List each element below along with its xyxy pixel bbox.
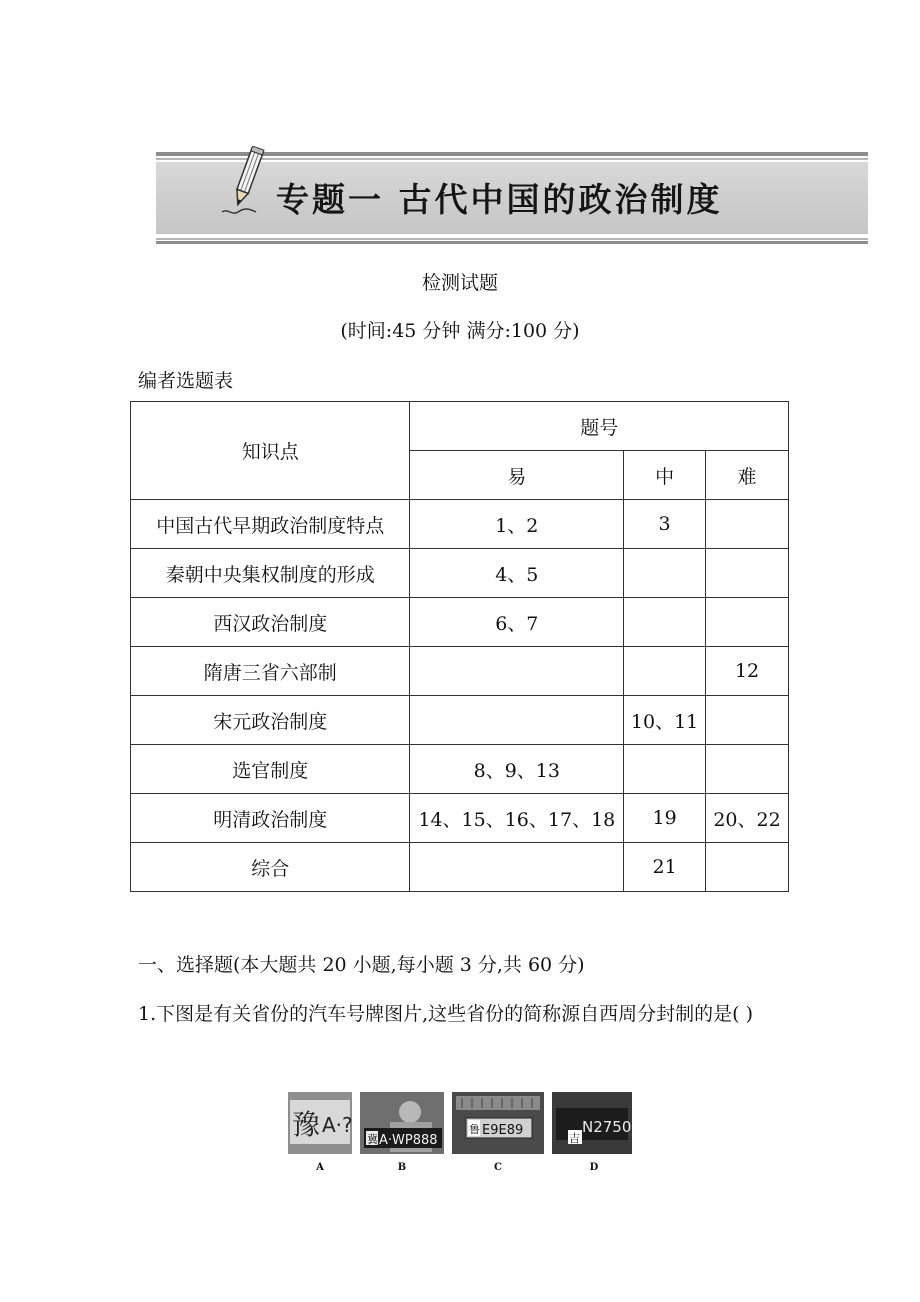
plate-a-photo — [288, 1092, 352, 1154]
plate-image-a — [288, 1092, 352, 1154]
plate-caption-d: D — [589, 1162, 599, 1173]
easy-cell — [410, 696, 624, 745]
medium-cell: 3 — [624, 500, 706, 549]
plate-caption-a: A — [316, 1162, 324, 1173]
medium-cell — [624, 647, 706, 696]
hard-cell — [706, 500, 789, 549]
table-row — [131, 647, 789, 696]
medium-cell — [624, 745, 706, 794]
plate-b-photo — [360, 1092, 444, 1154]
plate-c-photo — [452, 1092, 544, 1154]
topic-cell: 明清政治制度 — [131, 794, 410, 843]
header-medium: 中 — [624, 451, 706, 500]
plate-a-prefix: 豫 — [292, 1108, 321, 1141]
table-row — [131, 549, 789, 598]
topic-cell: 宋元政治制度 — [131, 696, 410, 745]
table-caption: 编者选题表 — [138, 370, 234, 392]
topic-cell: 隋唐三省六部制 — [131, 647, 410, 696]
question-1: 1.下图是有关省份的汽车号牌图片,这些省份的简称源自西周分封制的是( ) — [138, 1003, 754, 1025]
easy-cell: 8、9、13 — [410, 745, 624, 794]
table-row — [131, 794, 789, 843]
hard-cell — [706, 549, 789, 598]
plate-caption-b: B — [397, 1162, 407, 1173]
header-hard: 难 — [706, 451, 789, 500]
plate-a-text: A·? — [322, 1113, 352, 1137]
easy-cell — [410, 647, 624, 696]
hard-cell — [706, 745, 789, 794]
hard-cell — [706, 696, 789, 745]
hard-cell — [706, 843, 789, 892]
topic-cell: 选官制度 — [131, 745, 410, 794]
plate-image-b — [360, 1092, 444, 1154]
topic-cell: 中国古代早期政治制度特点 — [131, 500, 410, 549]
table-row — [131, 745, 789, 794]
header-knowledge: 知识点 — [131, 402, 410, 500]
table-row — [131, 696, 789, 745]
plate-image-c — [452, 1092, 544, 1154]
easy-cell: 14、15、16、17、18 — [410, 794, 624, 843]
pencil-icon — [216, 146, 276, 218]
topic-cell: 秦朝中央集权制度的形成 — [131, 549, 410, 598]
table-row — [131, 598, 789, 647]
hard-cell: 20、22 — [706, 794, 789, 843]
question-selection-table — [130, 401, 789, 892]
plate-d-photo — [552, 1092, 632, 1154]
medium-cell: 10、11 — [624, 696, 706, 745]
plate-caption-c: C — [494, 1162, 502, 1173]
easy-cell: 4、5 — [410, 549, 624, 598]
easy-cell — [410, 843, 624, 892]
topic-cell: 西汉政治制度 — [131, 598, 410, 647]
chapter-banner — [156, 152, 868, 244]
medium-cell — [624, 549, 706, 598]
header-easy: 易 — [410, 451, 624, 500]
medium-cell: 19 — [624, 794, 706, 843]
plate-c-prefix: 鲁 — [469, 1123, 480, 1136]
plate-b-prefix: 冀 — [367, 1133, 378, 1146]
plate-image-d — [552, 1092, 632, 1154]
table-row — [131, 500, 789, 549]
hard-cell: 12 — [706, 647, 789, 696]
medium-cell — [624, 598, 706, 647]
banner-rule — [156, 238, 868, 240]
exam-meta: (时间:45 分钟 满分:100 分) — [340, 320, 580, 342]
banner-rule — [156, 241, 868, 244]
table-row — [131, 843, 789, 892]
medium-cell: 21 — [624, 843, 706, 892]
page-subtitle: 检测试题 — [421, 272, 498, 294]
chapter-title: 专题一 古代中国的政治制度 — [276, 180, 723, 219]
plate-b-text: A·WP888 — [379, 1133, 438, 1148]
easy-cell: 6、7 — [410, 598, 624, 647]
topic-cell: 综合 — [131, 843, 410, 892]
section-heading: 一、选择题(本大题共 20 小题,每小题 3 分,共 60 分) — [138, 954, 585, 976]
plate-d-text: N2750 — [582, 1118, 632, 1136]
hard-cell — [706, 598, 789, 647]
license-plate-images — [288, 1092, 638, 1172]
plate-d-prefix: 吉 — [569, 1132, 580, 1145]
header-question-number: 题号 — [410, 402, 789, 451]
plate-c-text: E9E89 — [482, 1123, 524, 1138]
easy-cell: 1、2 — [410, 500, 624, 549]
